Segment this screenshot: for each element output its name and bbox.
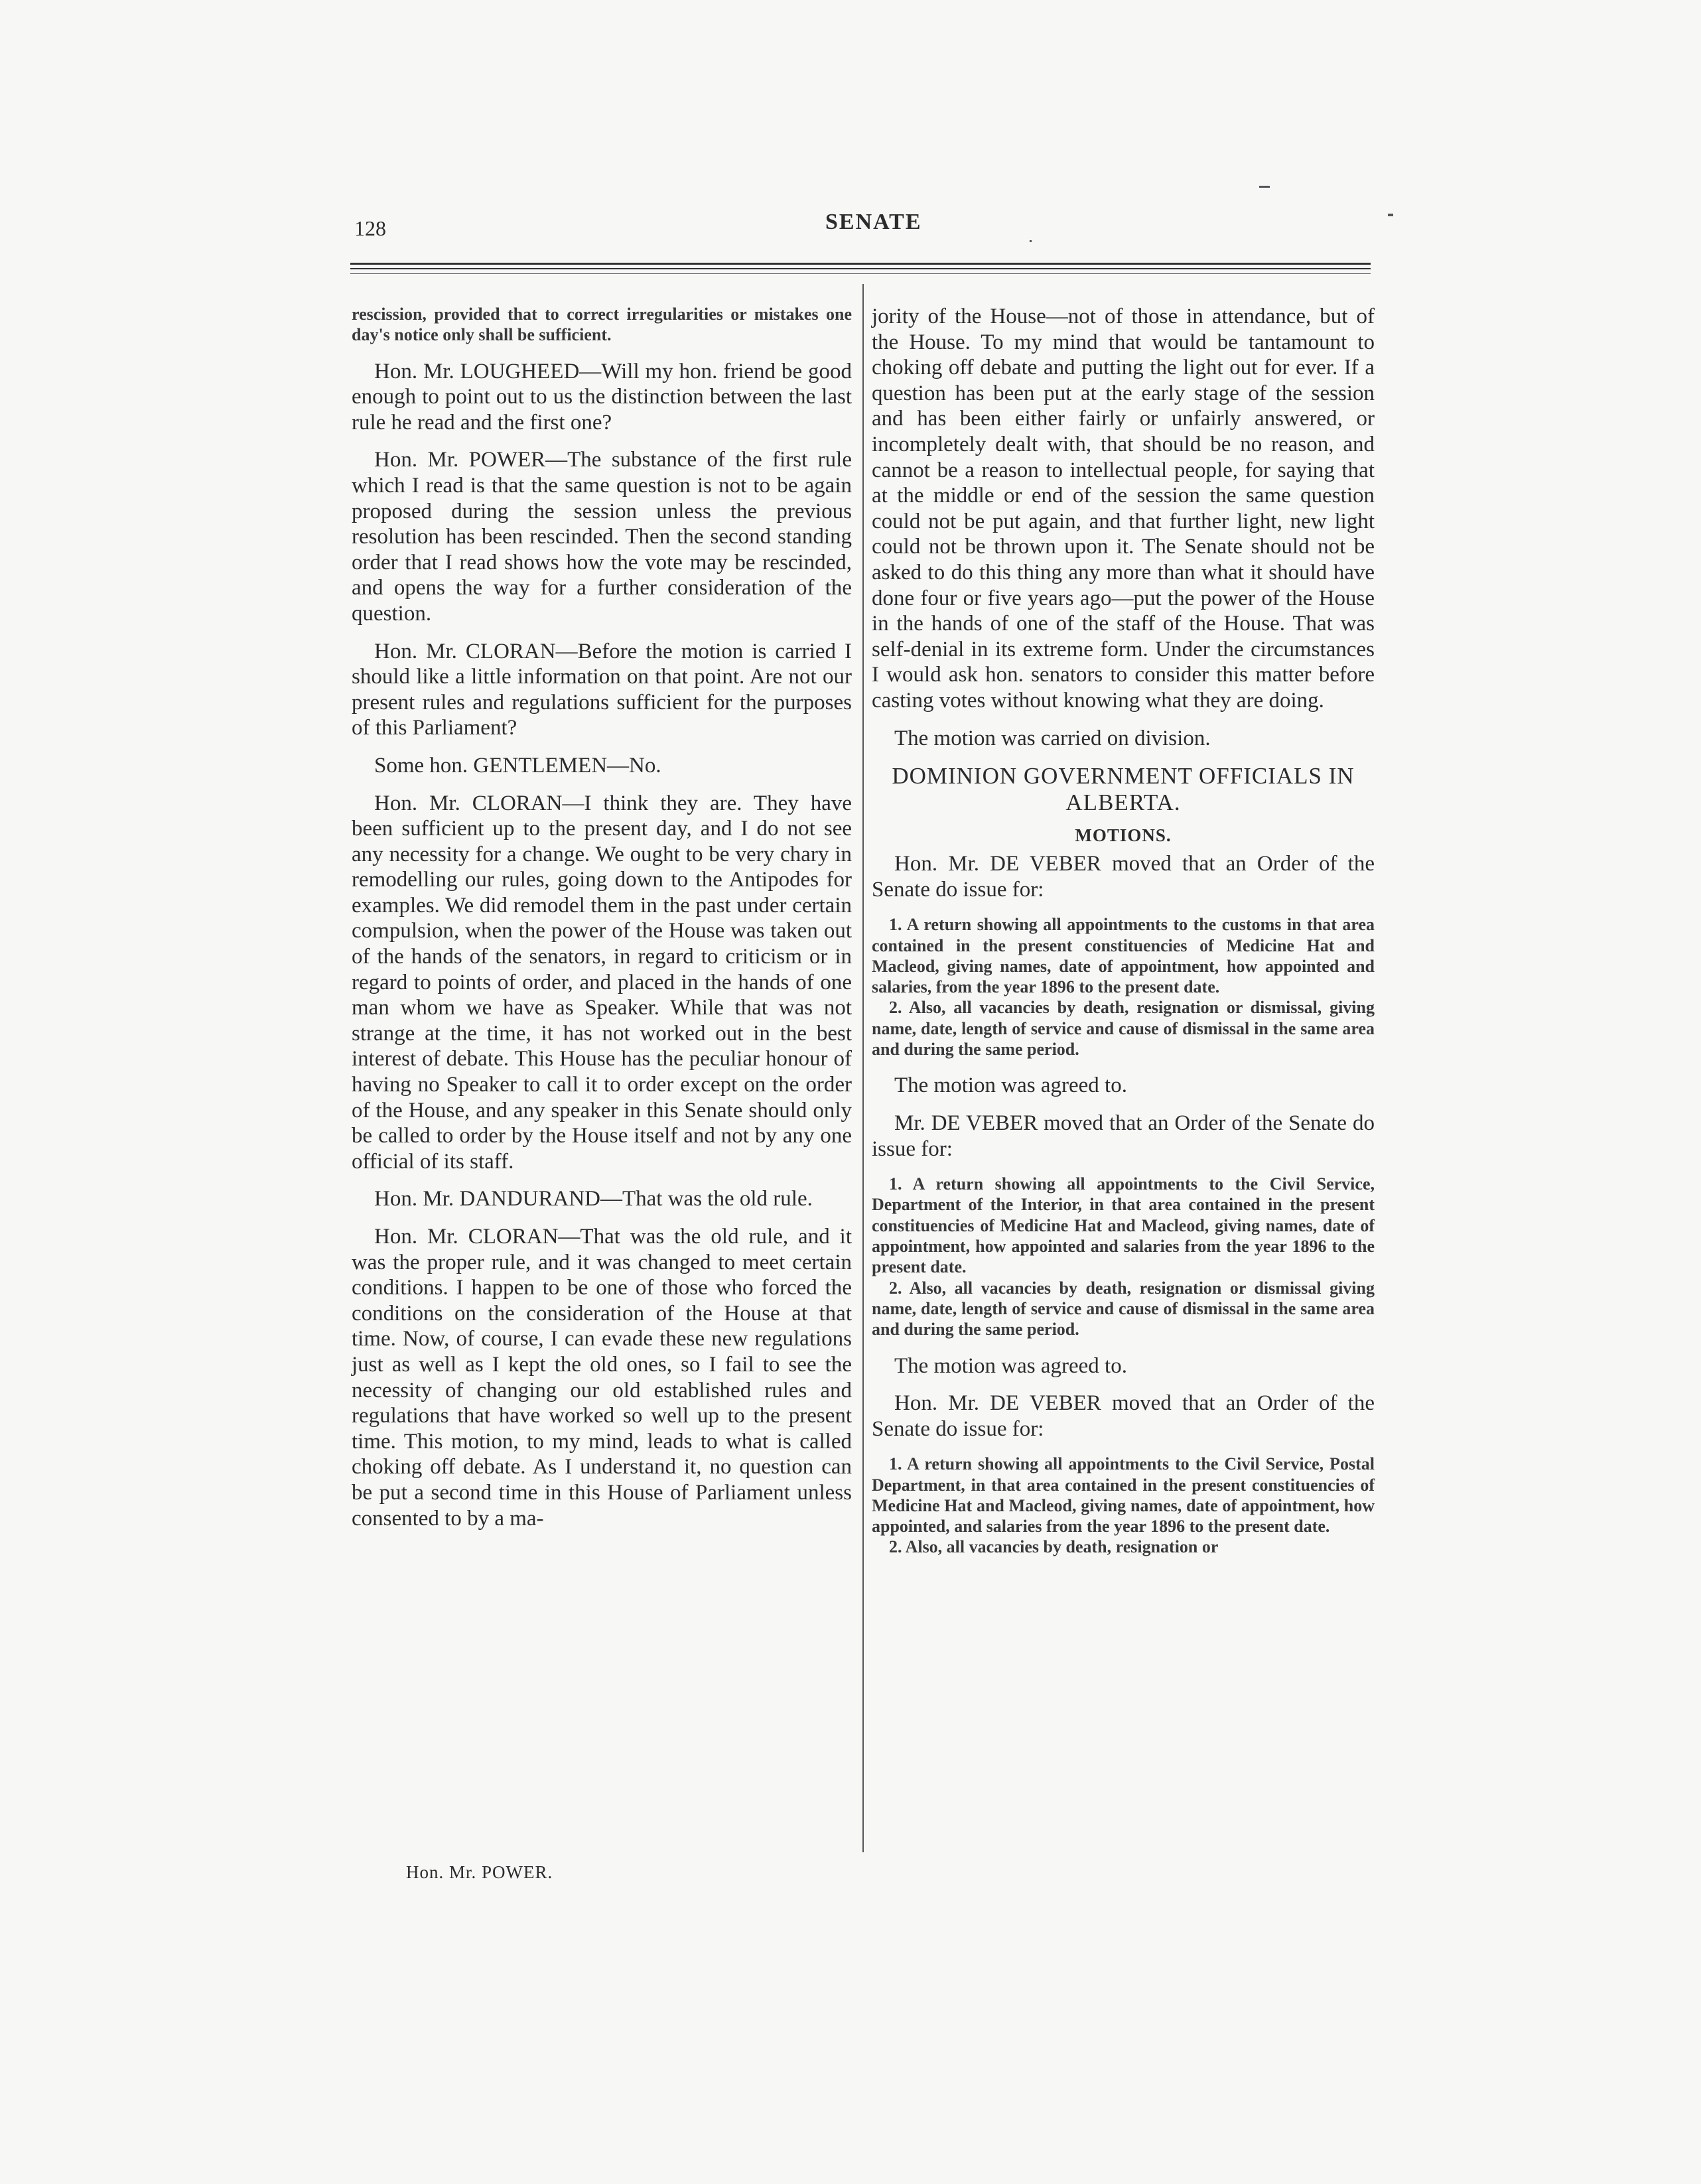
footer-speaker: Hon. Mr. POWER. <box>406 1862 553 1882</box>
right-paragraph-12: The motion was agreed to. <box>894 1353 1127 1378</box>
right-paragraph-5: Hon. Mr. DE VEBER moved that an Order of the Senate do issue for: <box>872 852 1375 902</box>
left-paragraph-8: Hon. Mr. CLORAN—That was the old rule, and it was the proper rule, and it was changed to meet certain conditions. I happen to be one of those who forced the conditions on the consideration of the House at that time. Now, of course, I can evade these new regulations just as well as I kept the old ones, so I fail to see the necessity of changing our old established rules and regulations that have worked so well up to the present time. This motion, to my mind, leads to what is called choking off debate. As I understand it, no question can be put a second time in this House of Parliament unless consented to by a ma- <box>352 1225 852 1531</box>
right-paragraph-6: 1. A return showing all appointments to the customs in that area contained in the present constituencies of Medicine Hat and Macleod, giving names, date of appointment, how appointed and salaries, from the year 1896 to the present date. <box>872 915 1375 997</box>
right-paragraph-7: 2. Also, all vacancies by death, resignation or dismissal, giving name, date, length of service and cause of dismissal in the same area and during the same period. <box>872 998 1375 1059</box>
scan-speck <box>1030 240 1032 242</box>
right-paragraph-10: 1. A return showing all appointments to the Civil Service, Department of the Interior, in that area contained in the present constituencies of Medicine Hat and Macleod, giving names, date of appointment, how appointed and salaries from the year 1896 to the present date. <box>872 1174 1375 1277</box>
header-rule-bottom <box>350 268 1371 269</box>
right-paragraph-13: Hon. Mr. DE VEBER moved that an Order of the Senate do issue for: <box>872 1391 1375 1441</box>
section-subheading: MOTIONS. <box>1075 825 1172 846</box>
scan-speck <box>1388 214 1393 216</box>
right-paragraph-11: 2. Also, all vacancies by death, resignation or dismissal giving name, date, length of service and cause of dismissal in the same area and during the same period. <box>872 1278 1375 1339</box>
scan-speck <box>1259 186 1270 188</box>
left-paragraph-2: Hon. Mr. LOUGHEED—Will my hon. friend be good enough to point out to us the distinction between the last rule he read and the first one? <box>352 359 852 435</box>
header-rule-top <box>350 263 1371 265</box>
left-paragraph-4: Hon. Mr. CLORAN—Before the motion is carried I should like a little information on that point. Are not our present rules and regulations sufficient for the purposes of this Parliament? <box>352 639 852 740</box>
right-paragraph-14: 1. A return showing all appointments to the Civil Service, Postal Department, in that area contained in the present constituencies of Medicine Hat and Macleod, giving names, date of appointment, how appointed, and salaries from the year 1896 to the present date. <box>872 1454 1375 1536</box>
column-divider <box>862 284 864 1852</box>
left-column <box>352 304 852 1543</box>
right-column <box>872 304 1375 1558</box>
left-paragraph-6: Hon. Mr. CLORAN—I think they are. They have been sufficient up to the present day, and I do not see any necessity for a change. We ought to be very chary in remodelling our rules, going down to the Antipodes for examples. We did remodel them in the past under certain compulsion, when the power of the House was taken out of the hands of the senators, in regard to criticism or in regard to points of order, and placed in the hands of one man whom we have as Speaker. While that was not strange at the time, it has not worked out in the best interest of debate. This House has the peculiar honour of having no Speaker to call it to order except on the order of the House, and any speaker in this Senate should only be called to order by the House itself and not by any one official of its staff. <box>352 791 852 1174</box>
left-paragraph-3: Hon. Mr. POWER—The substance of the first rule which I read is that the same question is not to be again proposed during the session unless the previous resolution has been rescinded. Then the second standing order that I read shows how the vote may be rescinded, and opens the way for a further consideration of the question. <box>352 448 852 626</box>
right-paragraph-2: The motion was carried on division. <box>894 726 1211 750</box>
page-header-title: SENATE <box>825 210 922 234</box>
section-heading: DOMINION GOVERNMENT OFFICIALS IN ALBERTA. <box>892 763 1355 816</box>
page-number: 128 <box>354 216 386 240</box>
right-paragraph-1: jority of the House—not of those in attendance, but of the House. To my mind that would be tantamount to choking off debate and putting the light out for ever. If a question has been put at the early stage of the session and has been either fairly or unfairly answered, or incompletely dealt with, that should be no reason, and cannot be a reason to intellectual people, for saying that at the middle or end of the session the same question could not be put again, and that further light, new light could not be thrown upon it. The Senate should not be asked to do this thing any more than what it should have done four or five years ago—put the power of the House in the hands of one of the staff of the House. That was self-denial in its extreme form. Under the circumstances I would ask hon. senators to consider this matter before casting votes without knowing what they are doing. <box>872 305 1375 713</box>
header-rule-third <box>350 273 1371 274</box>
right-paragraph-15: 2. Also, all vacancies by death, resignation or <box>889 1537 1219 1557</box>
left-paragraph-7: Hon. Mr. DANDURAND—That was the old rule. <box>374 1187 813 1211</box>
left-paragraph-5: Some hon. GENTLEMEN—No. <box>374 753 661 778</box>
right-paragraph-9: Mr. DE VEBER moved that an Order of the Senate do issue for: <box>872 1111 1375 1161</box>
left-paragraph-1: rescission, provided that to correct irregularities or mistakes one day's notice only shall be sufficient. <box>352 305 852 345</box>
right-paragraph-8: The motion was agreed to. <box>894 1073 1127 1098</box>
